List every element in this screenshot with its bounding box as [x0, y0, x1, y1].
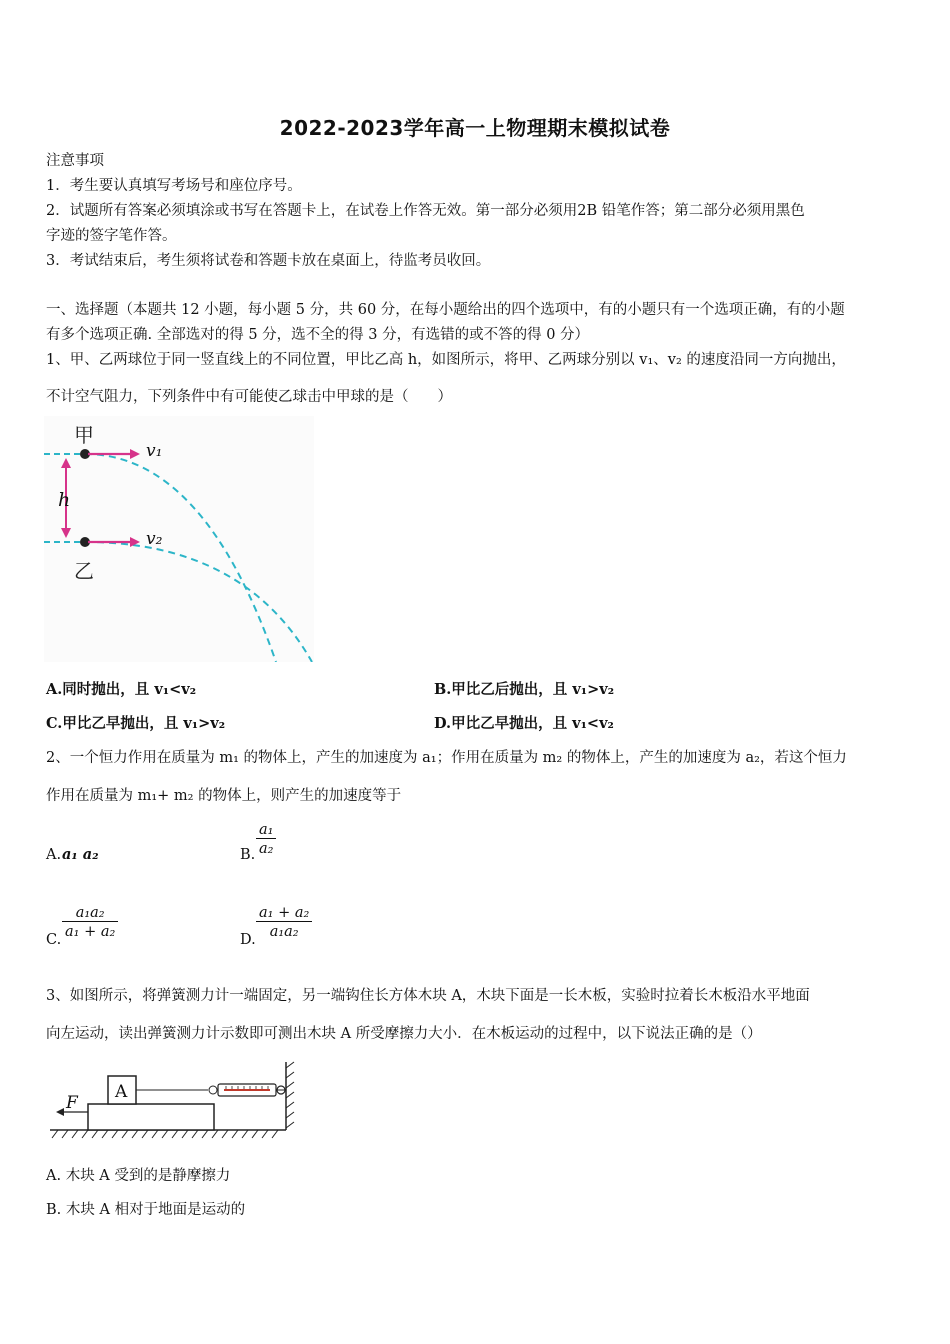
section-instructions: 一、选择题（本题共 12 小题，每小题 5 分，共 60 分，在每小题给出的四个选项中，有的小题只有一个选项正确，有的小题 [46, 302, 845, 318]
fraction-denominator: a₁a₂ [269, 924, 299, 940]
force-label: F [66, 1093, 78, 1113]
q2-option-b-fraction [256, 822, 276, 859]
q1-option-c: C.甲比乙早抛出，且 v₁>v₂ [46, 715, 226, 732]
fraction-numerator: a₁ [256, 822, 276, 839]
q2-option-d-fraction [256, 905, 312, 942]
q1-option-d: D.甲比乙早抛出，且 v₁<v₂ [434, 715, 614, 732]
fraction-denominator: a₁ + a₂ [65, 924, 116, 940]
fraction-numerator: a₁ + a₂ [256, 905, 312, 922]
q2-option-a-expr: a₁ a₂ [62, 846, 99, 863]
notice-item: 1．考生要认真填写考场号和座位序号。 [46, 178, 302, 194]
fraction-numerator: a₁a₂ [62, 905, 118, 922]
question-1-text: 1、甲、乙两球位于同一竖直线上的不同位置，甲比乙高 h，如图所示，将甲、乙两球分别以 v₁、v₂ 的速度沿同一方向抛出， [46, 352, 846, 368]
section-instructions: 有多个选项正确. 全部选对的得 5 分，选不全的得 3 分，有选错的或不答的得 0 分） [46, 327, 590, 343]
question-2-text: 2、一个恒力作用在质量为 m₁ 的物体上，产生的加速度为 a₁；作用在质量为 m₂ 的物体上，产生的加速度为 a₂，若这个恒力 [46, 750, 847, 766]
notice-item: 字迹的签字笔作答。 [46, 228, 177, 244]
question-3-text: 3、如图所示，将弹簧测力计一端固定，另一端钩住长方体木块 A，木块下面是一长木板，实验时拉着长木板沿水平地面 [46, 988, 810, 1004]
projectile-figure [44, 416, 314, 662]
q3-option-b: B. 木块 A 相对于地面是运动的 [46, 1202, 246, 1218]
v1-label: v₁ [146, 441, 163, 461]
ground-hatch [52, 1130, 278, 1138]
page-title: 2022-2023学年高一上物理期末模拟试卷 [279, 116, 671, 140]
q2-option-c-label: C. [46, 932, 62, 948]
v2-label: v₂ [146, 529, 163, 549]
q1-option-b: B.甲比乙后抛出，且 v₁>v₂ [434, 681, 615, 698]
wall-hatch [286, 1062, 294, 1128]
notice-heading: 注意事项 [46, 153, 104, 169]
q3-option-a: A. 木块 A 受到的是静摩擦力 [46, 1168, 231, 1184]
q2-option-a-label: A. [46, 847, 62, 863]
question-2-text: 作用在质量为 m₁+ m₂ 的物体上，则产生的加速度等于 [46, 788, 402, 804]
q2-option-d-label: D. [240, 932, 256, 948]
block-a-label: A [115, 1082, 128, 1102]
ball-top-label: 甲 [74, 423, 94, 447]
fraction-denominator: a₂ [259, 841, 274, 857]
long-board [88, 1104, 214, 1130]
q1-option-a: A.同时抛出，且 v₁<v₂ [46, 681, 197, 698]
notice-item: 3．考试结束后，考生须将试卷和答题卡放在桌面上，待监考员收回。 [46, 253, 491, 269]
question-1-text: 不计空气阻力，下列条件中有可能使乙球击中甲球的是（ ） [46, 389, 452, 405]
question-3-text: 向左运动，读出弹簧测力计示数即可测出木块 A 所受摩擦力大小．在木板运动的过程中，以下说法正确的是（） [46, 1026, 762, 1042]
friction-setup-figure [48, 1058, 300, 1142]
ball-bottom-label: 乙 [74, 559, 94, 583]
scale-hook [209, 1086, 217, 1094]
q2-option-b-label: B. [240, 847, 256, 863]
q2-option-c-fraction [62, 905, 118, 942]
notice-item: 2．试题所有答案必须填涂或书写在答题卡上，在试卷上作答无效。第一部分必须用2B 铅笔作答；第二部分必须用黑色 [46, 203, 805, 219]
height-label: h [58, 489, 71, 511]
